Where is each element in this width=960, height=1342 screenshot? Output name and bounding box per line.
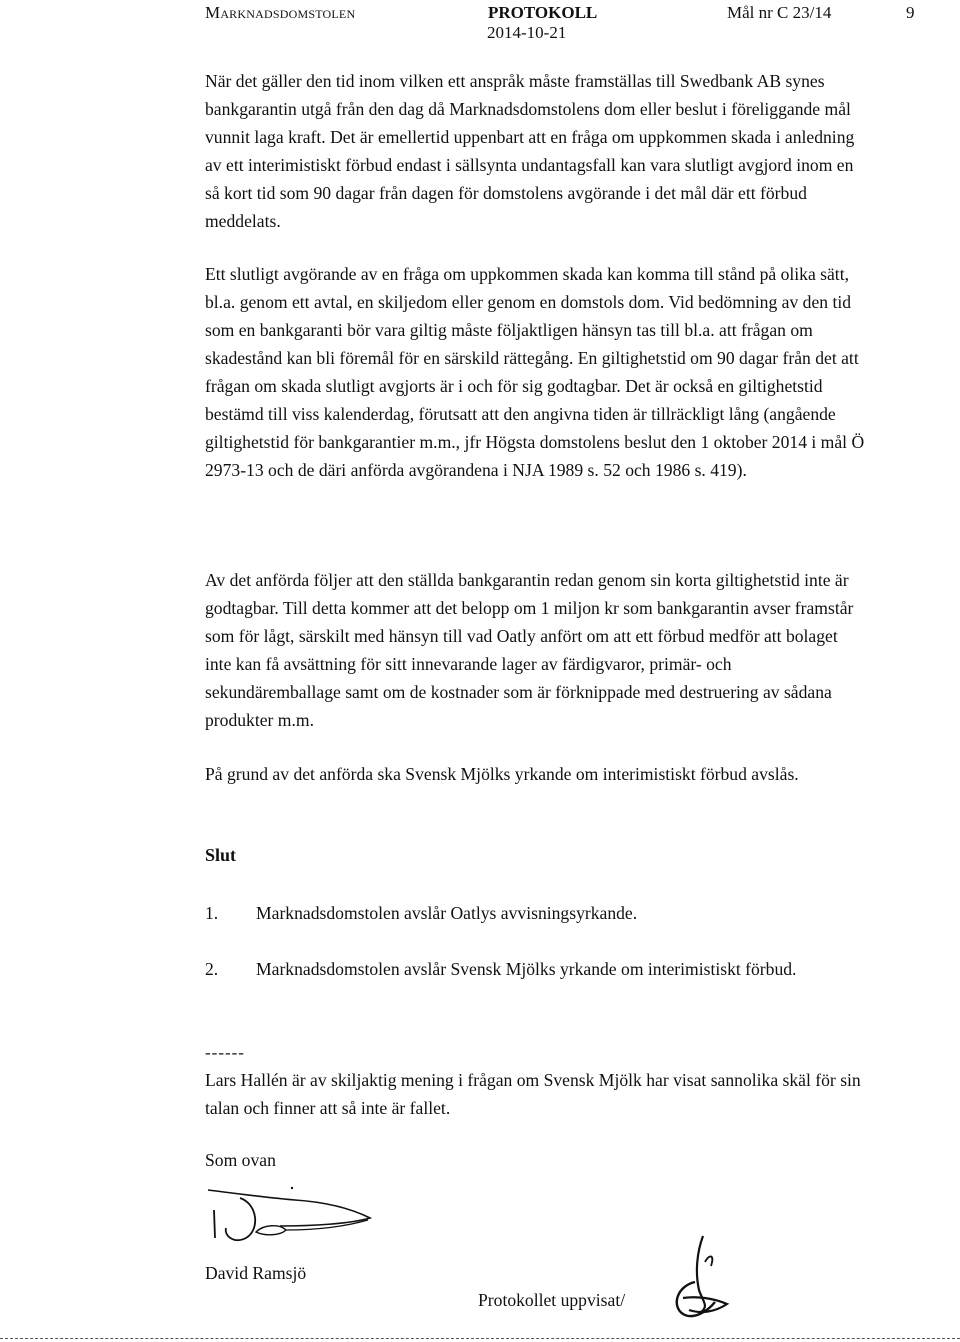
document-date: 2014-10-21 (487, 23, 567, 42)
closing-text: Som ovan (205, 1150, 276, 1170)
initials-image (665, 1232, 735, 1327)
verified-label: Protokollet uppvisat/ (478, 1290, 626, 1310)
document-type: PROTOKOLL (488, 3, 598, 22)
decision-item-number: 2. (205, 959, 219, 979)
court-name: Marknadsdomstolen (205, 3, 356, 22)
separator-dashes: ------ (205, 1043, 245, 1062)
bottom-divider (0, 1338, 960, 1339)
dissent-paragraph: Lars Hallén är av skiljaktig mening i frågan om Svensk Mjölk har visat sannolika skäl för sin talan och finner att så inte är fallet. (205, 1070, 861, 1118)
decision-heading: Slut (205, 845, 237, 865)
paragraph-conclusion-guarantee: Av det anförda följer att den ställda bankgarantin redan genom sin korta giltighetstid inte är godtagbar. Till detta kommer att det belopp om 1 miljon kr som bankgarantin avser framstår som för lågt, särskilt med hänsyn till vad Oatly anfört om att ett förbud medför att bolaget inte kan få avsättning för sitt innevarande lager av färdigvaror, primär- och sekundäremballage samt om de kostnader som är förknippade med destruering av sådana produkter m.m. (205, 570, 854, 730)
decision-item (205, 955, 865, 983)
case-number: Mål nr C 23/14 (727, 3, 832, 22)
decision-item-text: Marknadsdomstolen avslår Svensk Mjölks yrkande om interimistiskt förbud. (256, 959, 797, 979)
decision-item (205, 899, 865, 927)
signatory-name: David Ramsjö (205, 1263, 307, 1283)
paragraph-final-decision: Ett slutligt avgörande av en fråga om uppkommen skada kan komma till stånd på olika sätt, bl.a. genom ett avtal, en skiljedom eller genom en domstols dom. Vid bedömning av den tid som en bankgaranti bör vara giltig måste följaktligen hänsyn tas till bl.a. att frågan om skadestånd kan bli föremål för en särskild rättegång. En giltighetstid om 90 dagar från det att frågan om skada slutligt avgjorts är i och för sig godtagbar. Det är också en giltighetstid bestämd till viss kalenderdag, förutsatt att den angivna tiden är tillräckligt lång (angående giltighetstid för bankgarantier m.m., jfr Högsta domstolens beslut den 1 oktober 2014 i mål Ö 2973-13 och de däri anförda avgörandena i NJA 1989 s. 52 och 1986 s. 419). (205, 264, 865, 480)
page-number: 9 (906, 3, 915, 22)
paragraph-request-rejected: På grund av det anförda ska Svensk Mjölks yrkande om interimistiskt förbud avslås. (205, 764, 799, 784)
paragraph-bank-guarantee-period: När det gäller den tid inom vilken ett anspråk måste framställas till Swedbank AB synes bankgarantin utgå från den dag då Marknadsdomstolens dom eller beslut i föreliggande mål vunnit laga kraft. Det är emellertid uppenbart att en fråga om uppkommen skada i anledning av ett interimistiskt förbud endast i sällsynta undantagsfall kan vara slutligt avgjord inom en så kort tid som 90 dagar från dagen för domstolens avgörande i det mål där ett förbud meddelats. (205, 71, 855, 231)
decision-item-text: Marknadsdomstolen avslår Oatlys avvisningsyrkande. (256, 903, 638, 923)
decision-item-number: 1. (205, 903, 219, 923)
signature-image (200, 1180, 400, 1255)
